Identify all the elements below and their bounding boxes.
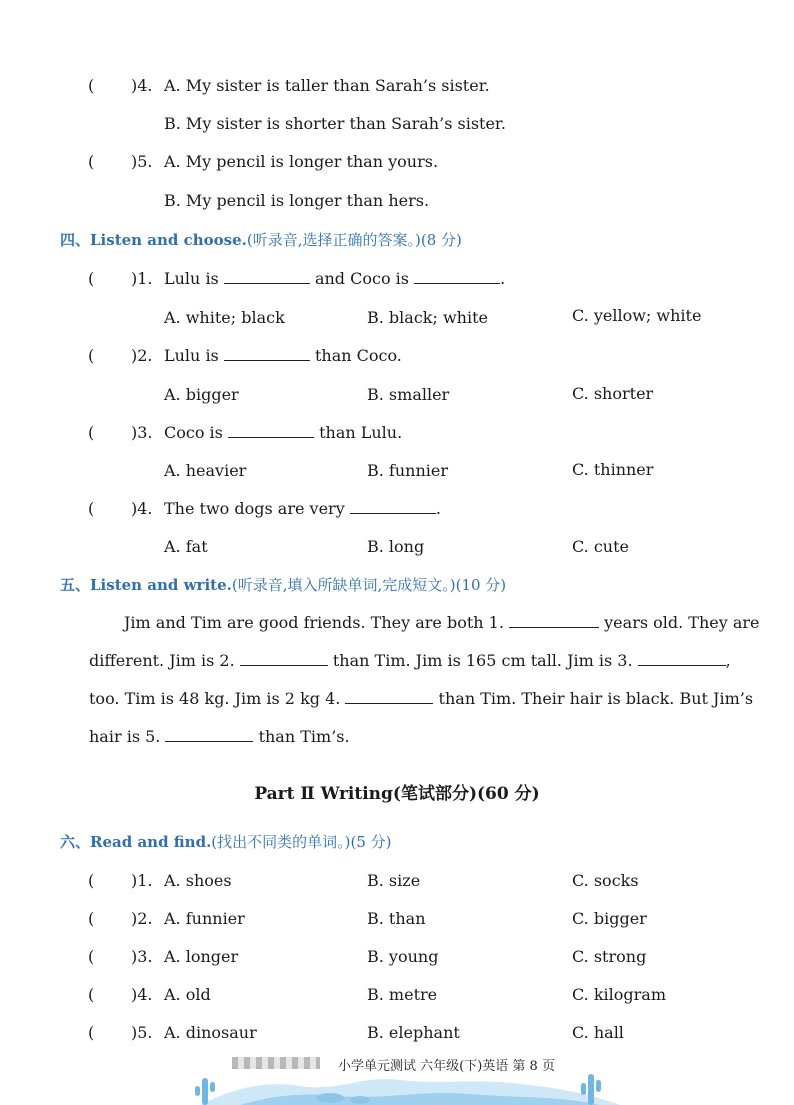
- section6-title: [60, 832, 392, 852]
- passage-text: than Tim’s.: [258, 727, 350, 746]
- option-a: A. heavier: [164, 461, 247, 480]
- passage-text: too. Tim is 48 kg. Jim is 2 kg 4.: [89, 689, 341, 708]
- option-c: C. cute: [572, 537, 630, 556]
- section5-instruction: (听录音,填入所缺单词,完成短文。)(10 分): [231, 576, 507, 594]
- q-part-3: .: [500, 269, 506, 288]
- section6-title-en: 六、Read and find.: [60, 833, 212, 851]
- question-text: [164, 269, 505, 289]
- question-number: )1.: [131, 871, 153, 890]
- answer-paren[interactable]: (: [88, 76, 95, 95]
- passage-text: than Tim. Jim is 165 cm tall. Jim is 3.: [332, 651, 633, 670]
- answer-blank[interactable]: [414, 269, 500, 284]
- option-a: A. fat: [164, 537, 208, 556]
- part2-title: Part Ⅱ Writing(笔试部分)(60 分): [254, 784, 540, 804]
- answer-blank[interactable]: [350, 499, 436, 514]
- option-c: C. kilogram: [572, 985, 667, 1004]
- option-c: C. strong: [572, 947, 647, 966]
- option-c: C. thinner: [572, 460, 654, 479]
- passage-line-2: [89, 651, 731, 671]
- passage-text: years old. They are: [604, 613, 760, 632]
- section4-title: [60, 230, 462, 250]
- passage-line-3: [89, 689, 753, 709]
- option-a: A. dinosaur: [164, 1023, 257, 1042]
- question-number: )2.: [131, 909, 153, 928]
- question-number: )5.: [131, 1023, 153, 1042]
- q-part-1: Lulu is: [164, 269, 219, 288]
- option-b: B. My sister is shorter than Sarah’s sister.: [164, 114, 506, 133]
- option-a: A. funnier: [164, 909, 245, 928]
- option-a: A. My sister is taller than Sarah’s sister.: [164, 76, 490, 95]
- answer-blank[interactable]: [228, 423, 314, 438]
- answer-blank[interactable]: [224, 269, 310, 284]
- question-text: [164, 423, 402, 443]
- answer-blank-5[interactable]: [165, 727, 253, 742]
- option-c: C. hall: [572, 1023, 624, 1042]
- answer-paren[interactable]: (: [88, 423, 95, 442]
- question-number: )5.: [131, 152, 153, 171]
- answer-paren[interactable]: (: [88, 1023, 95, 1042]
- answer-paren[interactable]: (: [88, 909, 95, 928]
- question-text: [164, 499, 441, 519]
- passage-line-4: [89, 727, 350, 747]
- section6-instruction: (找出不同类的单词。)(5 分): [211, 833, 392, 851]
- option-c: C. socks: [572, 871, 639, 890]
- answer-blank-1[interactable]: [509, 613, 599, 628]
- section4-title-en: 四、Listen and choose.: [60, 231, 247, 249]
- option-a: A. white; black: [164, 308, 285, 327]
- footer-page-info: 小学单元测试 六年级(下)英语 第 8 页: [338, 1059, 555, 1074]
- q-part-2: than Coco.: [314, 346, 402, 365]
- passage-text: ,: [725, 651, 731, 670]
- passage-text: different. Jim is 2.: [89, 651, 235, 670]
- question-number: )2.: [131, 346, 153, 365]
- option-b: B. My pencil is longer than hers.: [164, 191, 430, 210]
- section5-title-en: 五、Listen and write.: [60, 576, 232, 594]
- q-part-1: Lulu is: [164, 346, 219, 365]
- option-a: A. longer: [164, 947, 239, 966]
- option-c: C. bigger: [572, 909, 647, 928]
- question-number: )1.: [131, 269, 153, 288]
- answer-blank[interactable]: [224, 346, 310, 361]
- option-b: B. funnier: [367, 461, 448, 480]
- answer-paren[interactable]: (: [88, 985, 95, 1004]
- question-number: )3.: [131, 423, 153, 442]
- option-a: A. bigger: [164, 385, 239, 404]
- option-b: B. smaller: [367, 385, 450, 404]
- question-number: )3.: [131, 947, 153, 966]
- q-part-2: than Lulu.: [319, 423, 403, 442]
- option-b: B. long: [367, 537, 425, 556]
- passage-text: than Tim. Their hair is black. But Jim’s: [438, 689, 754, 708]
- option-a: A. My pencil is longer than yours.: [164, 152, 439, 171]
- answer-blank-4[interactable]: [345, 689, 433, 704]
- option-c: C. shorter: [572, 384, 654, 403]
- passage-text: hair is 5.: [89, 727, 161, 746]
- option-b: B. black; white: [367, 308, 488, 327]
- option-b: B. young: [367, 947, 439, 966]
- question-number: )4.: [131, 985, 153, 1004]
- section5-title: [60, 575, 506, 595]
- q-part-2: and Coco is: [314, 269, 410, 288]
- q-part-2: .: [435, 499, 441, 518]
- option-c: C. yellow; white: [572, 306, 702, 325]
- question-text: [164, 346, 402, 366]
- answer-blank-3[interactable]: [638, 651, 726, 666]
- option-a: A. old: [164, 985, 211, 1004]
- answer-paren[interactable]: (: [88, 346, 95, 365]
- question-number: )4.: [131, 499, 153, 518]
- passage-line-1: [124, 613, 760, 633]
- answer-paren[interactable]: (: [88, 871, 95, 890]
- option-b: B. elephant: [367, 1023, 460, 1042]
- option-b: B. than: [367, 909, 426, 928]
- answer-paren[interactable]: (: [88, 499, 95, 518]
- passage-text: Jim and Tim are good friends. They are both 1.: [124, 613, 504, 632]
- answer-paren[interactable]: (: [88, 947, 95, 966]
- option-a: A. shoes: [164, 871, 232, 890]
- answer-blank-2[interactable]: [240, 651, 328, 666]
- footer-barcode: [232, 1057, 320, 1069]
- answer-paren[interactable]: (: [88, 152, 95, 171]
- question-number: )4.: [131, 76, 153, 95]
- q-part-1: Coco is: [164, 423, 223, 442]
- option-b: B. size: [367, 871, 421, 890]
- option-b: B. metre: [367, 985, 438, 1004]
- section4-instruction: (听录音,选择正确的答案。)(8 分): [246, 231, 462, 249]
- q-part-1: The two dogs are very: [164, 499, 345, 518]
- answer-paren[interactable]: (: [88, 269, 95, 288]
